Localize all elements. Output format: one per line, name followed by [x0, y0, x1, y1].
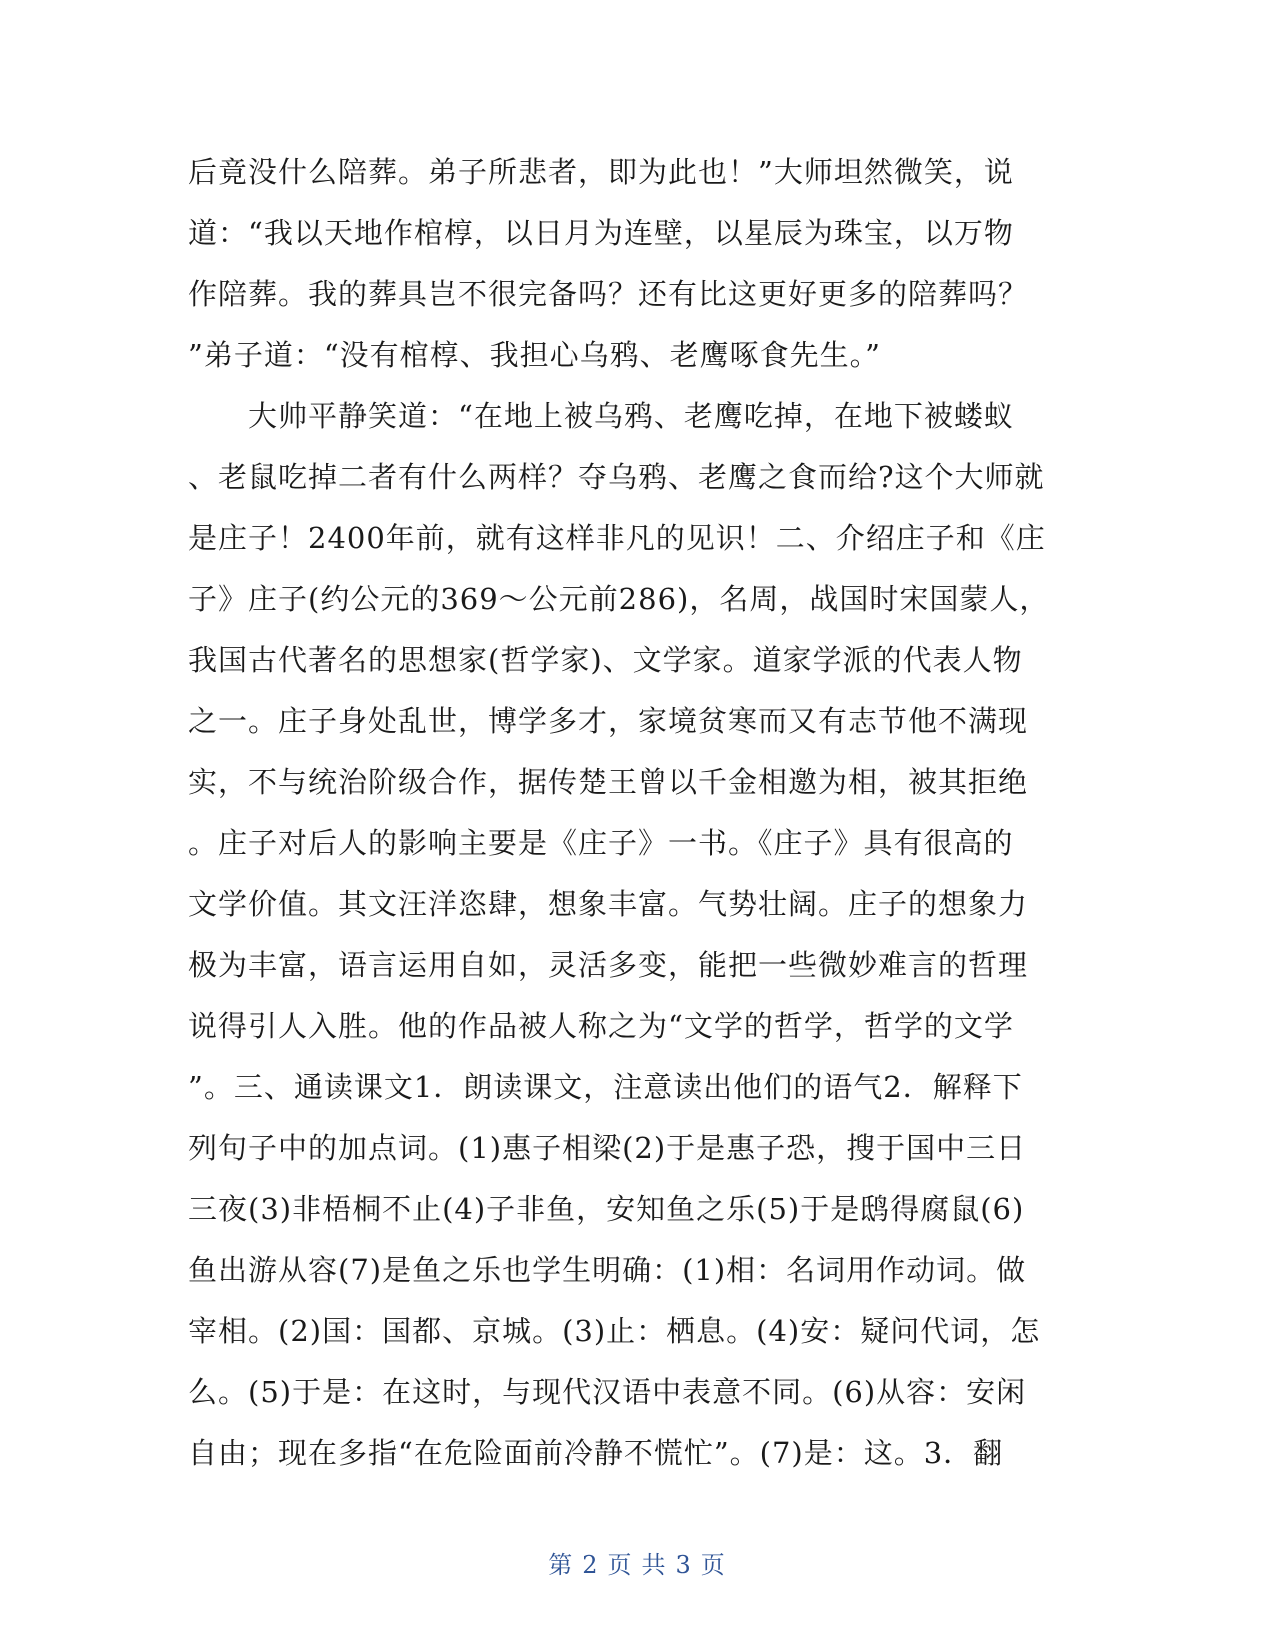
text-line: 文学价值。其文汪洋恣肆，想象丰富。气势壮阔。庄子的想象力	[188, 887, 1029, 921]
text-line: 说得引人入胜。他的作品被人称之为“文学的哲学，哲学的文学	[188, 1009, 1014, 1043]
text-line: ”弟子道：“没有棺椁、我担心乌鸦、老鹰啄食先生。”	[188, 338, 881, 372]
text-line: 三夜(3)非梧桐不止(4)子非鱼，安知鱼之乐(5)于是鸱得腐鼠(6)	[188, 1192, 1025, 1226]
footer-page-label: 第	[548, 1551, 575, 1579]
text-line: 是庄子！2400年前，就有这样非凡的见识！二、介绍庄子和《庄	[188, 521, 1046, 555]
text-line: 道：“我以天地作棺椁，以日月为连壁，以星辰为珠宝，以万物	[188, 216, 1014, 250]
footer-total-unit: 页	[700, 1551, 727, 1579]
paragraph-start-line: 大帅平静笑道：“在地上被乌鸦、老鹰吃掉，在地下被蝼蚁	[248, 399, 1014, 433]
text-line: 、老鼠吃掉二者有什么两样？夺乌鸦、老鹰之食而给?这个大师就	[188, 460, 1045, 494]
footer-page-unit: 页	[607, 1551, 634, 1579]
total-pages-number: 3	[675, 1551, 693, 1579]
text-line: 列句子中的加点词。(1)惠子相梁(2)于是惠子恐，搜于国中三日	[188, 1131, 1027, 1165]
text-line: 鱼出游从容(7)是鱼之乐也学生明确：(1)相：名词用作动词。做	[188, 1253, 1027, 1287]
text-line: 极为丰富，语言运用自如，灵活多变，能把一些微妙难言的哲理	[188, 948, 1029, 982]
footer-total-label: 共	[641, 1551, 668, 1579]
page-number-footer	[0, 1545, 1275, 1580]
text-line: 之一。庄子身处乱世，博学多才，家境贫寒而又有志节他不满现	[188, 704, 1029, 738]
text-line: 自由；现在多指“在危险面前冷静不慌忙”。(7)是：这。3．翻	[188, 1436, 1004, 1470]
text-line: 实，不与统治阶级合作，据传楚王曾以千金相邀为相，被其拒绝	[188, 765, 1029, 799]
text-line: 后竟没什么陪葬。弟子所悲者，即为此也！”大师坦然微笑，说	[188, 155, 1014, 189]
text-line: ”。三、通读课文1．朗读课文，注意读出他们的语气2．解释下	[188, 1070, 1023, 1104]
text-line: 宰相。(2)国：国都、京城。(3)止：栖息。(4)安：疑问代词，怎	[188, 1314, 1041, 1348]
text-line: 我国古代著名的思想家(哲学家)、文学家。道家学派的代表人物	[188, 643, 1023, 677]
text-line: 作陪葬。我的葬具岂不很完备吗？还有比这更好更多的陪葬吗？	[188, 277, 1029, 311]
text-line: 么。(5)于是：在这时，与现代汉语中表意不同。(6)从容：安闲	[188, 1375, 1027, 1409]
body-text	[188, 142, 1068, 1484]
text-line: 子》庄子(约公元的369～公元前286)，名周，战国时宋国蒙人，	[188, 582, 1050, 616]
text-line: 。庄子对后人的影响主要是《庄子》一书。《庄子》具有很高的	[188, 826, 1014, 860]
current-page-number: 2	[582, 1551, 600, 1579]
